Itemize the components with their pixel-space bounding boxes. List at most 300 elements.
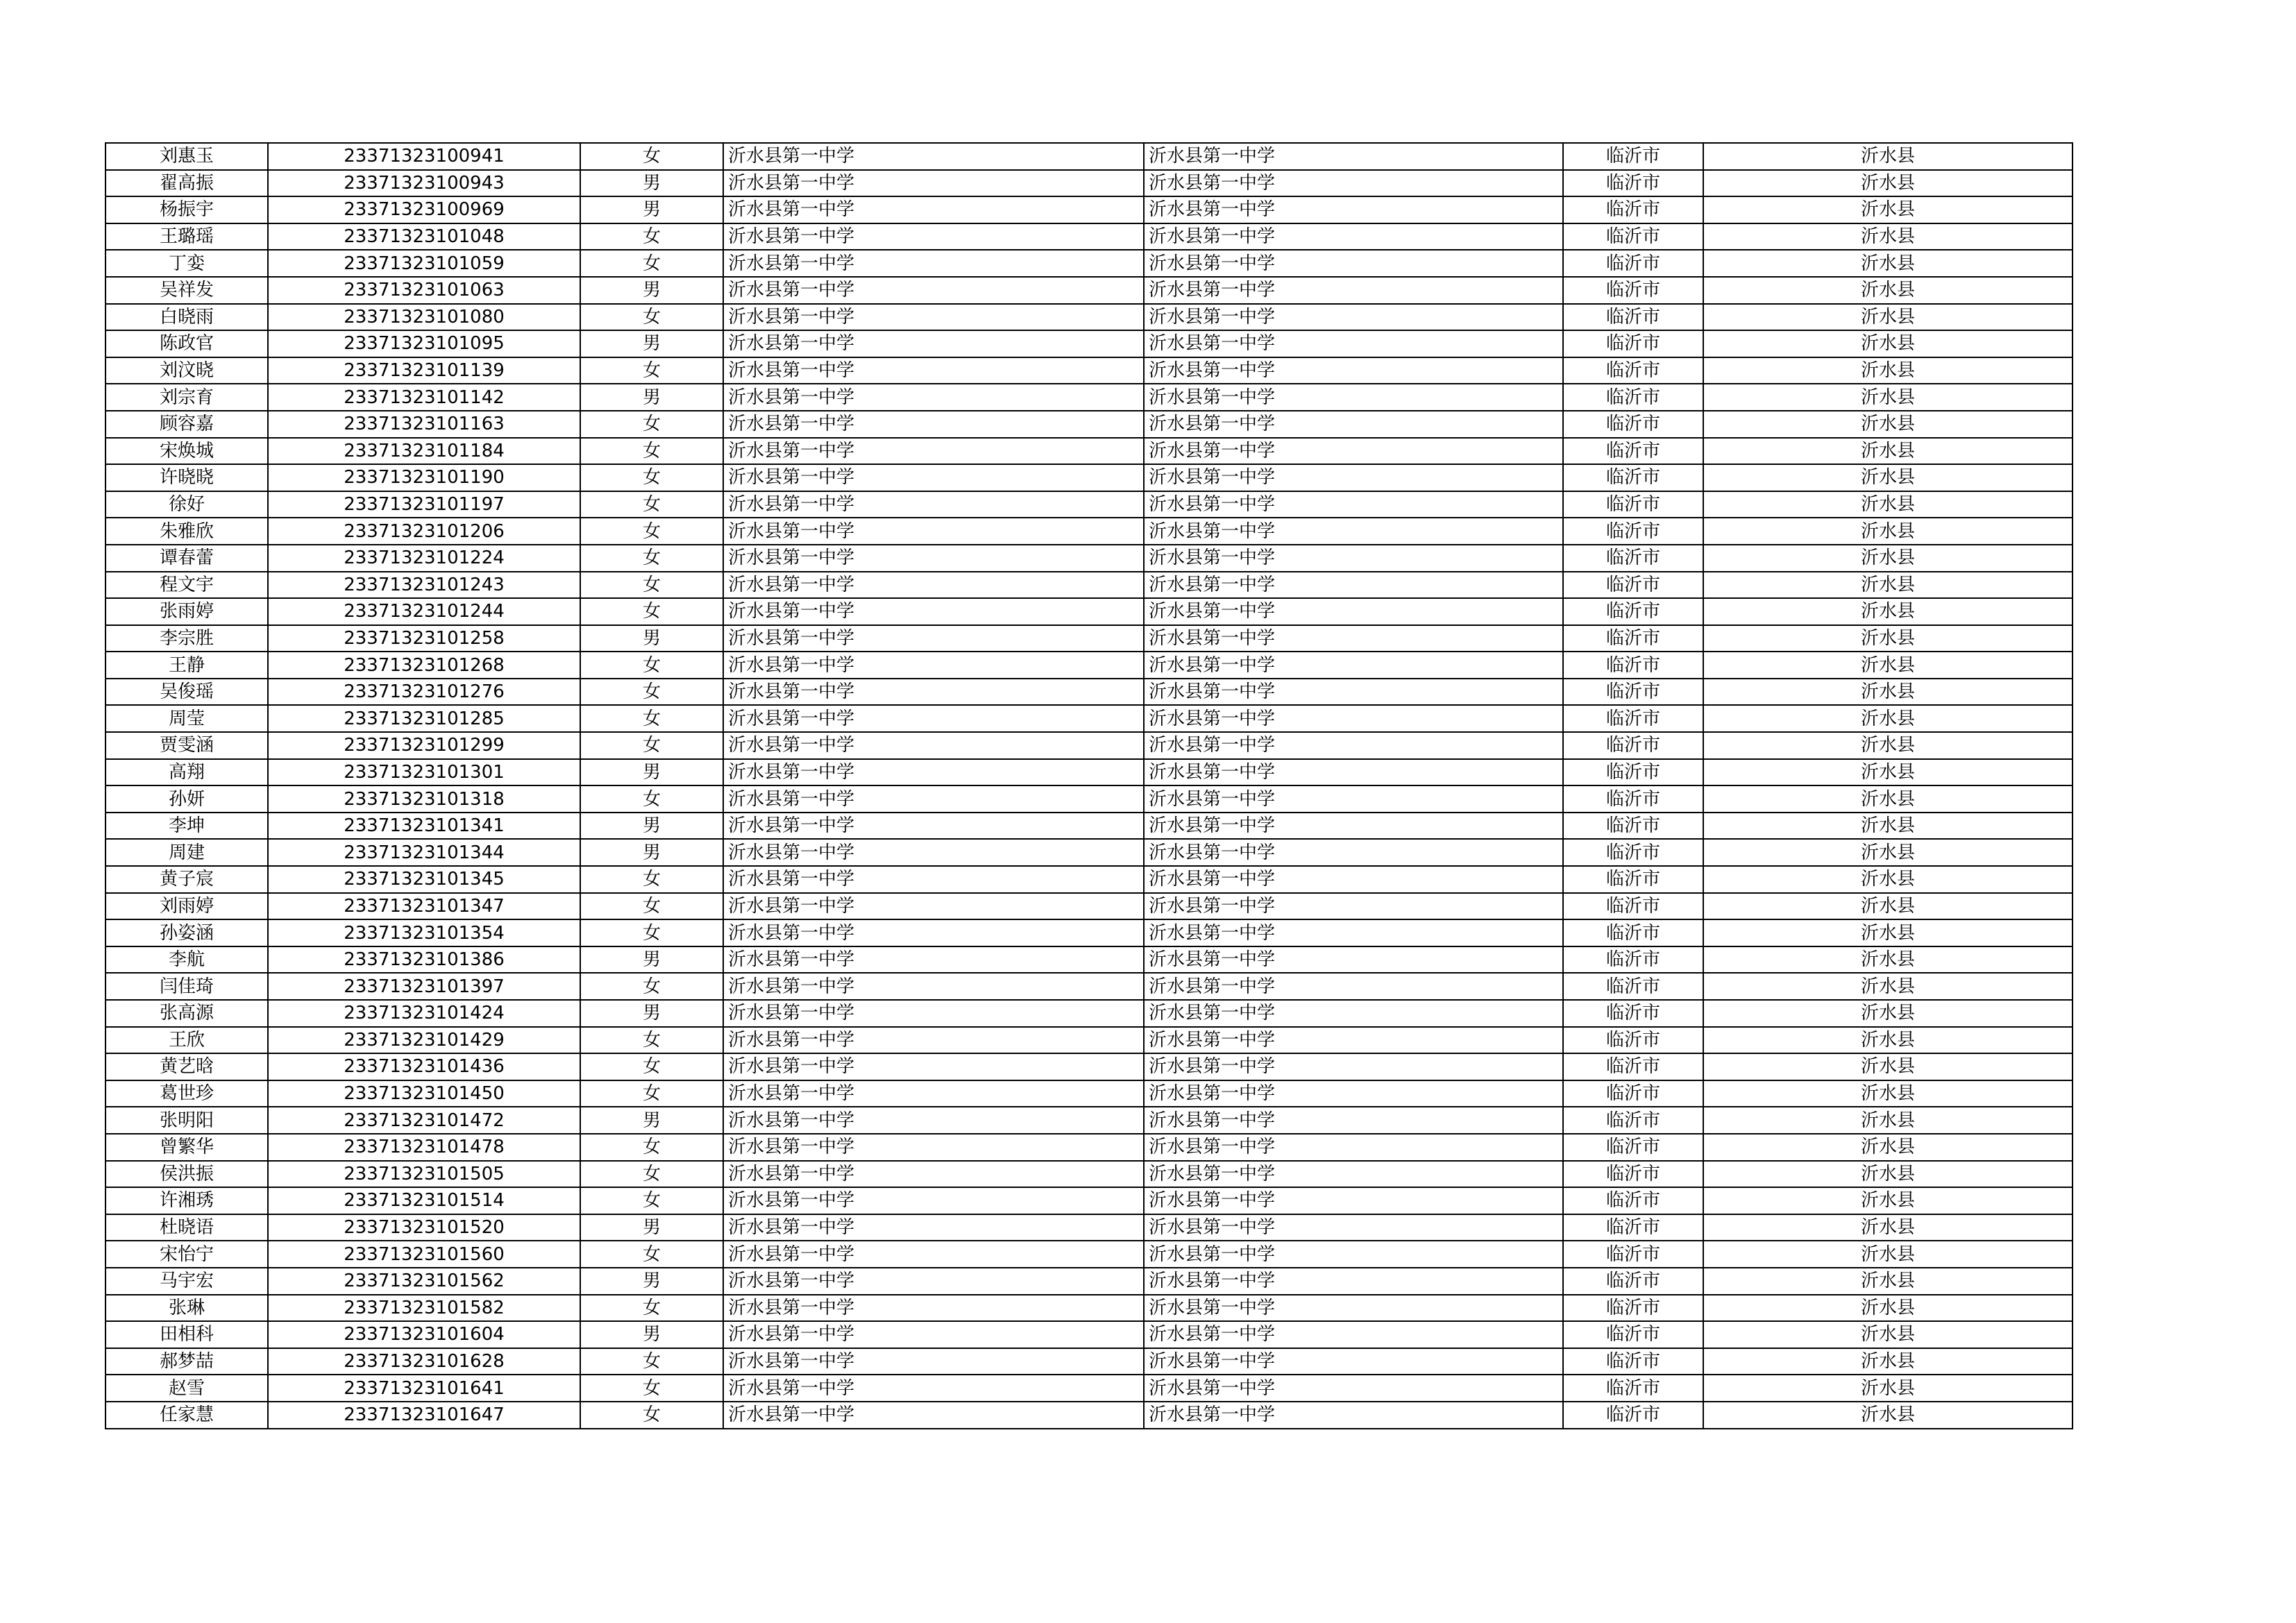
- student-name-cell: 宋怡宁: [105, 1241, 268, 1268]
- gender-cell: 女: [580, 411, 723, 438]
- enrolled-school-cell: 沂水县第一中学: [1144, 732, 1563, 759]
- gender-cell: 男: [580, 170, 723, 197]
- school-cell: 沂水县第一中学: [723, 518, 1144, 545]
- student-name-cell: 周莹: [105, 705, 268, 732]
- student-name-cell: 赵雪: [105, 1375, 268, 1402]
- exam-id-cell: 23371323101244: [268, 598, 580, 625]
- gender-cell: 女: [580, 143, 723, 170]
- city-cell: 临沂市: [1563, 1295, 1703, 1322]
- city-cell: 临沂市: [1563, 277, 1703, 304]
- table-row: [105, 1321, 2073, 1348]
- gender-cell: 女: [580, 1241, 723, 1268]
- city-cell: 临沂市: [1563, 705, 1703, 732]
- exam-id-cell: 23371323101582: [268, 1295, 580, 1322]
- exam-id-cell: 23371323101190: [268, 464, 580, 491]
- city-cell: 临沂市: [1563, 491, 1703, 518]
- city-cell: 临沂市: [1563, 919, 1703, 946]
- enrolled-school-cell: 沂水县第一中学: [1144, 1000, 1563, 1027]
- enrolled-school-cell: 沂水县第一中学: [1144, 705, 1563, 732]
- exam-id-cell: 23371323101647: [268, 1402, 580, 1429]
- city-cell: 临沂市: [1563, 973, 1703, 1000]
- student-name-cell: 刘雨婷: [105, 893, 268, 920]
- table-row: [105, 893, 2073, 920]
- county-cell: 沂水县: [1703, 1187, 2073, 1214]
- gender-cell: 女: [580, 491, 723, 518]
- school-cell: 沂水县第一中学: [723, 143, 1144, 170]
- county-cell: 沂水县: [1703, 1107, 2073, 1134]
- school-cell: 沂水县第一中学: [723, 545, 1144, 572]
- gender-cell: 男: [580, 839, 723, 866]
- student-name-cell: 黄子宸: [105, 866, 268, 893]
- gender-cell: 女: [580, 652, 723, 679]
- exam-id-cell: 23371323101184: [268, 438, 580, 465]
- table-row: [105, 357, 2073, 384]
- city-cell: 临沂市: [1563, 1107, 1703, 1134]
- enrolled-school-cell: 沂水县第一中学: [1144, 330, 1563, 357]
- exam-id-cell: 23371323101641: [268, 1375, 580, 1402]
- county-cell: 沂水县: [1703, 1214, 2073, 1241]
- gender-cell: 男: [580, 196, 723, 223]
- student-name-cell: 刘惠玉: [105, 143, 268, 170]
- city-cell: 临沂市: [1563, 1187, 1703, 1214]
- county-cell: 沂水县: [1703, 330, 2073, 357]
- county-cell: 沂水县: [1703, 813, 2073, 840]
- student-name-cell: 宋焕城: [105, 438, 268, 465]
- exam-id-cell: 23371323101347: [268, 893, 580, 920]
- enrolled-school-cell: 沂水县第一中学: [1144, 170, 1563, 197]
- city-cell: 临沂市: [1563, 518, 1703, 545]
- student-name-cell: 高翔: [105, 759, 268, 786]
- exam-id-cell: 23371323101268: [268, 652, 580, 679]
- student-name-cell: 李航: [105, 946, 268, 974]
- table-row: [105, 625, 2073, 652]
- enrolled-school-cell: 沂水县第一中学: [1144, 1348, 1563, 1375]
- enrolled-school-cell: 沂水县第一中学: [1144, 1241, 1563, 1268]
- city-cell: 临沂市: [1563, 1000, 1703, 1027]
- school-cell: 沂水县第一中学: [723, 1000, 1144, 1027]
- school-cell: 沂水县第一中学: [723, 1241, 1144, 1268]
- school-cell: 沂水县第一中学: [723, 598, 1144, 625]
- gender-cell: 男: [580, 1214, 723, 1241]
- exam-id-cell: 23371323101048: [268, 223, 580, 250]
- gender-cell: 女: [580, 464, 723, 491]
- enrolled-school-cell: 沂水县第一中学: [1144, 759, 1563, 786]
- county-cell: 沂水县: [1703, 919, 2073, 946]
- county-cell: 沂水县: [1703, 785, 2073, 813]
- student-name-cell: 李坤: [105, 813, 268, 840]
- county-cell: 沂水县: [1703, 893, 2073, 920]
- school-cell: 沂水县第一中学: [723, 196, 1144, 223]
- student-name-cell: 徐好: [105, 491, 268, 518]
- county-cell: 沂水县: [1703, 438, 2073, 465]
- enrolled-school-cell: 沂水县第一中学: [1144, 572, 1563, 599]
- exam-id-cell: 23371323101505: [268, 1161, 580, 1188]
- enrolled-school-cell: 沂水县第一中学: [1144, 1107, 1563, 1134]
- county-cell: 沂水县: [1703, 1241, 2073, 1268]
- school-cell: 沂水县第一中学: [723, 866, 1144, 893]
- gender-cell: 女: [580, 705, 723, 732]
- school-cell: 沂水县第一中学: [723, 1161, 1144, 1188]
- county-cell: 沂水县: [1703, 1295, 2073, 1322]
- county-cell: 沂水县: [1703, 946, 2073, 974]
- school-cell: 沂水县第一中学: [723, 1268, 1144, 1295]
- city-cell: 临沂市: [1563, 1348, 1703, 1375]
- city-cell: 临沂市: [1563, 572, 1703, 599]
- student-table: [105, 142, 2073, 1429]
- table-row: [105, 973, 2073, 1000]
- city-cell: 临沂市: [1563, 839, 1703, 866]
- city-cell: 临沂市: [1563, 732, 1703, 759]
- county-cell: 沂水县: [1703, 1268, 2073, 1295]
- city-cell: 临沂市: [1563, 170, 1703, 197]
- exam-id-cell: 23371323101436: [268, 1053, 580, 1080]
- student-name-cell: 吴俊瑶: [105, 679, 268, 706]
- county-cell: 沂水县: [1703, 1027, 2073, 1054]
- gender-cell: 女: [580, 1295, 723, 1322]
- exam-id-cell: 23371323101604: [268, 1321, 580, 1348]
- county-cell: 沂水县: [1703, 759, 2073, 786]
- gender-cell: 女: [580, 1161, 723, 1188]
- exam-id-cell: 23371323101560: [268, 1241, 580, 1268]
- gender-cell: 女: [580, 1080, 723, 1107]
- gender-cell: 男: [580, 277, 723, 304]
- school-cell: 沂水县第一中学: [723, 1348, 1144, 1375]
- gender-cell: 女: [580, 223, 723, 250]
- exam-id-cell: 23371323101095: [268, 330, 580, 357]
- county-cell: 沂水县: [1703, 223, 2073, 250]
- table-row: [105, 1402, 2073, 1429]
- city-cell: 临沂市: [1563, 330, 1703, 357]
- student-name-cell: 李宗胜: [105, 625, 268, 652]
- exam-id-cell: 23371323101354: [268, 919, 580, 946]
- gender-cell: 男: [580, 813, 723, 840]
- student-name-cell: 张雨婷: [105, 598, 268, 625]
- city-cell: 临沂市: [1563, 1375, 1703, 1402]
- county-cell: 沂水县: [1703, 839, 2073, 866]
- city-cell: 临沂市: [1563, 1027, 1703, 1054]
- city-cell: 临沂市: [1563, 357, 1703, 384]
- table-row: [105, 1295, 2073, 1322]
- county-cell: 沂水县: [1703, 491, 2073, 518]
- exam-id-cell: 23371323101163: [268, 411, 580, 438]
- gender-cell: 女: [580, 518, 723, 545]
- student-name-cell: 王欣: [105, 1027, 268, 1054]
- table-row: [105, 384, 2073, 411]
- school-cell: 沂水县第一中学: [723, 357, 1144, 384]
- table-row: [105, 866, 2073, 893]
- school-cell: 沂水县第一中学: [723, 223, 1144, 250]
- table-row: [105, 143, 2073, 170]
- exam-id-cell: 23371323101628: [268, 1348, 580, 1375]
- county-cell: 沂水县: [1703, 625, 2073, 652]
- school-cell: 沂水县第一中学: [723, 652, 1144, 679]
- county-cell: 沂水县: [1703, 304, 2073, 331]
- table-row: [105, 1027, 2073, 1054]
- city-cell: 临沂市: [1563, 625, 1703, 652]
- exam-id-cell: 23371323101520: [268, 1214, 580, 1241]
- table-row: [105, 464, 2073, 491]
- table-row: [105, 572, 2073, 599]
- exam-id-cell: 23371323101341: [268, 813, 580, 840]
- county-cell: 沂水县: [1703, 1402, 2073, 1429]
- school-cell: 沂水县第一中学: [723, 1107, 1144, 1134]
- table-row: [105, 1000, 2073, 1027]
- gender-cell: 男: [580, 625, 723, 652]
- table-row: [105, 813, 2073, 840]
- county-cell: 沂水县: [1703, 1348, 2073, 1375]
- student-name-cell: 孙妍: [105, 785, 268, 813]
- table-row: [105, 438, 2073, 465]
- student-name-cell: 顾容嘉: [105, 411, 268, 438]
- exam-id-cell: 23371323101197: [268, 491, 580, 518]
- enrolled-school-cell: 沂水县第一中学: [1144, 304, 1563, 331]
- county-cell: 沂水县: [1703, 357, 2073, 384]
- city-cell: 临沂市: [1563, 143, 1703, 170]
- table-row: [105, 1080, 2073, 1107]
- enrolled-school-cell: 沂水县第一中学: [1144, 973, 1563, 1000]
- enrolled-school-cell: 沂水县第一中学: [1144, 866, 1563, 893]
- student-name-cell: 王静: [105, 652, 268, 679]
- school-cell: 沂水县第一中学: [723, 785, 1144, 813]
- exam-id-cell: 23371323101080: [268, 304, 580, 331]
- school-cell: 沂水县第一中学: [723, 839, 1144, 866]
- student-name-cell: 侯洪振: [105, 1161, 268, 1188]
- gender-cell: 女: [580, 1187, 723, 1214]
- student-name-cell: 程文宇: [105, 572, 268, 599]
- county-cell: 沂水县: [1703, 679, 2073, 706]
- gender-cell: 女: [580, 1375, 723, 1402]
- enrolled-school-cell: 沂水县第一中学: [1144, 1214, 1563, 1241]
- school-cell: 沂水县第一中学: [723, 411, 1144, 438]
- county-cell: 沂水县: [1703, 973, 2073, 1000]
- city-cell: 临沂市: [1563, 679, 1703, 706]
- city-cell: 临沂市: [1563, 598, 1703, 625]
- exam-id-cell: 23371323101063: [268, 277, 580, 304]
- school-cell: 沂水县第一中学: [723, 1214, 1144, 1241]
- table-row: [105, 652, 2073, 679]
- exam-id-cell: 23371323100941: [268, 143, 580, 170]
- enrolled-school-cell: 沂水县第一中学: [1144, 1402, 1563, 1429]
- table-row: [105, 196, 2073, 223]
- student-name-cell: 张明阳: [105, 1107, 268, 1134]
- student-name-cell: 白晓雨: [105, 304, 268, 331]
- table-row: [105, 785, 2073, 813]
- enrolled-school-cell: 沂水县第一中学: [1144, 464, 1563, 491]
- exam-id-cell: 23371323101345: [268, 866, 580, 893]
- city-cell: 临沂市: [1563, 438, 1703, 465]
- gender-cell: 男: [580, 330, 723, 357]
- student-name-cell: 任家慧: [105, 1402, 268, 1429]
- exam-id-cell: 23371323101276: [268, 679, 580, 706]
- gender-cell: 女: [580, 1027, 723, 1054]
- enrolled-school-cell: 沂水县第一中学: [1144, 1187, 1563, 1214]
- enrolled-school-cell: 沂水县第一中学: [1144, 277, 1563, 304]
- student-name-cell: 张高源: [105, 1000, 268, 1027]
- county-cell: 沂水县: [1703, 464, 2073, 491]
- city-cell: 临沂市: [1563, 1241, 1703, 1268]
- enrolled-school-cell: 沂水县第一中学: [1144, 625, 1563, 652]
- city-cell: 临沂市: [1563, 304, 1703, 331]
- enrolled-school-cell: 沂水县第一中学: [1144, 384, 1563, 411]
- gender-cell: 男: [580, 1000, 723, 1027]
- student-name-cell: 田相科: [105, 1321, 268, 1348]
- gender-cell: 女: [580, 1053, 723, 1080]
- enrolled-school-cell: 沂水县第一中学: [1144, 223, 1563, 250]
- student-name-cell: 周建: [105, 839, 268, 866]
- gender-cell: 女: [580, 893, 723, 920]
- student-table-body: [105, 143, 2073, 1429]
- gender-cell: 女: [580, 1348, 723, 1375]
- county-cell: 沂水县: [1703, 196, 2073, 223]
- city-cell: 临沂市: [1563, 1402, 1703, 1429]
- student-name-cell: 许湘琇: [105, 1187, 268, 1214]
- table-row: [105, 705, 2073, 732]
- enrolled-school-cell: 沂水县第一中学: [1144, 411, 1563, 438]
- school-cell: 沂水县第一中学: [723, 1027, 1144, 1054]
- exam-id-cell: 23371323101142: [268, 384, 580, 411]
- county-cell: 沂水县: [1703, 732, 2073, 759]
- enrolled-school-cell: 沂水县第一中学: [1144, 1295, 1563, 1322]
- student-name-cell: 闫佳琦: [105, 973, 268, 1000]
- county-cell: 沂水县: [1703, 1134, 2073, 1161]
- county-cell: 沂水县: [1703, 1053, 2073, 1080]
- enrolled-school-cell: 沂水县第一中学: [1144, 143, 1563, 170]
- table-row: [105, 1187, 2073, 1214]
- city-cell: 临沂市: [1563, 1080, 1703, 1107]
- exam-id-cell: 23371323101429: [268, 1027, 580, 1054]
- gender-cell: 男: [580, 946, 723, 974]
- city-cell: 临沂市: [1563, 1321, 1703, 1348]
- gender-cell: 女: [580, 1134, 723, 1161]
- city-cell: 临沂市: [1563, 196, 1703, 223]
- county-cell: 沂水县: [1703, 1375, 2073, 1402]
- exam-id-cell: 23371323101285: [268, 705, 580, 732]
- county-cell: 沂水县: [1703, 384, 2073, 411]
- enrolled-school-cell: 沂水县第一中学: [1144, 946, 1563, 974]
- exam-id-cell: 23371323101224: [268, 545, 580, 572]
- county-cell: 沂水县: [1703, 250, 2073, 277]
- county-cell: 沂水县: [1703, 1000, 2073, 1027]
- exam-id-cell: 23371323101514: [268, 1187, 580, 1214]
- gender-cell: 男: [580, 384, 723, 411]
- city-cell: 临沂市: [1563, 1053, 1703, 1080]
- city-cell: 临沂市: [1563, 893, 1703, 920]
- table-row: [105, 1161, 2073, 1188]
- gender-cell: 男: [580, 1268, 723, 1295]
- exam-id-cell: 23371323101424: [268, 1000, 580, 1027]
- school-cell: 沂水县第一中学: [723, 491, 1144, 518]
- table-row: [105, 1375, 2073, 1402]
- exam-id-cell: 23371323100969: [268, 196, 580, 223]
- exam-id-cell: 23371323101450: [268, 1080, 580, 1107]
- school-cell: 沂水县第一中学: [723, 438, 1144, 465]
- county-cell: 沂水县: [1703, 277, 2073, 304]
- table-row: [105, 679, 2073, 706]
- exam-id-cell: 23371323100943: [268, 170, 580, 197]
- table-row: [105, 598, 2073, 625]
- county-cell: 沂水县: [1703, 866, 2073, 893]
- city-cell: 临沂市: [1563, 411, 1703, 438]
- school-cell: 沂水县第一中学: [723, 1402, 1144, 1429]
- school-cell: 沂水县第一中学: [723, 1375, 1144, 1402]
- enrolled-school-cell: 沂水县第一中学: [1144, 598, 1563, 625]
- enrolled-school-cell: 沂水县第一中学: [1144, 1027, 1563, 1054]
- county-cell: 沂水县: [1703, 652, 2073, 679]
- enrolled-school-cell: 沂水县第一中学: [1144, 1134, 1563, 1161]
- county-cell: 沂水县: [1703, 1080, 2073, 1107]
- city-cell: 临沂市: [1563, 866, 1703, 893]
- exam-id-cell: 23371323101299: [268, 732, 580, 759]
- student-name-cell: 刘宗育: [105, 384, 268, 411]
- student-name-cell: 许晓晓: [105, 464, 268, 491]
- gender-cell: 女: [580, 357, 723, 384]
- city-cell: 临沂市: [1563, 759, 1703, 786]
- table-row: [105, 250, 2073, 277]
- gender-cell: 女: [580, 919, 723, 946]
- table-row: [105, 330, 2073, 357]
- gender-cell: 男: [580, 1107, 723, 1134]
- enrolled-school-cell: 沂水县第一中学: [1144, 1375, 1563, 1402]
- school-cell: 沂水县第一中学: [723, 759, 1144, 786]
- school-cell: 沂水县第一中学: [723, 946, 1144, 974]
- gender-cell: 女: [580, 545, 723, 572]
- enrolled-school-cell: 沂水县第一中学: [1144, 357, 1563, 384]
- county-cell: 沂水县: [1703, 143, 2073, 170]
- school-cell: 沂水县第一中学: [723, 170, 1144, 197]
- exam-id-cell: 23371323101386: [268, 946, 580, 974]
- gender-cell: 女: [580, 250, 723, 277]
- gender-cell: 女: [580, 679, 723, 706]
- exam-id-cell: 23371323101206: [268, 518, 580, 545]
- gender-cell: 女: [580, 572, 723, 599]
- school-cell: 沂水县第一中学: [723, 1134, 1144, 1161]
- county-cell: 沂水县: [1703, 572, 2073, 599]
- school-cell: 沂水县第一中学: [723, 625, 1144, 652]
- exam-id-cell: 23371323101472: [268, 1107, 580, 1134]
- table-row: [105, 919, 2073, 946]
- student-name-cell: 马宇宏: [105, 1268, 268, 1295]
- enrolled-school-cell: 沂水县第一中学: [1144, 893, 1563, 920]
- school-cell: 沂水县第一中学: [723, 893, 1144, 920]
- table-row: [105, 223, 2073, 250]
- table-row: [105, 545, 2073, 572]
- exam-id-cell: 23371323101258: [268, 625, 580, 652]
- student-name-cell: 孙姿涵: [105, 919, 268, 946]
- student-name-cell: 曾繁华: [105, 1134, 268, 1161]
- exam-id-cell: 23371323101139: [268, 357, 580, 384]
- exam-id-cell: 23371323101344: [268, 839, 580, 866]
- table-row: [105, 759, 2073, 786]
- school-cell: 沂水县第一中学: [723, 1053, 1144, 1080]
- table-row: [105, 491, 2073, 518]
- table-row: [105, 1053, 2073, 1080]
- city-cell: 临沂市: [1563, 813, 1703, 840]
- enrolled-school-cell: 沂水县第一中学: [1144, 545, 1563, 572]
- table-row: [105, 1107, 2073, 1134]
- school-cell: 沂水县第一中学: [723, 250, 1144, 277]
- enrolled-school-cell: 沂水县第一中学: [1144, 1053, 1563, 1080]
- city-cell: 临沂市: [1563, 652, 1703, 679]
- student-name-cell: 谭春蕾: [105, 545, 268, 572]
- enrolled-school-cell: 沂水县第一中学: [1144, 438, 1563, 465]
- county-cell: 沂水县: [1703, 598, 2073, 625]
- school-cell: 沂水县第一中学: [723, 572, 1144, 599]
- school-cell: 沂水县第一中学: [723, 1321, 1144, 1348]
- school-cell: 沂水县第一中学: [723, 1295, 1144, 1322]
- table-row: [105, 277, 2073, 304]
- city-cell: 临沂市: [1563, 384, 1703, 411]
- student-name-cell: 吴祥发: [105, 277, 268, 304]
